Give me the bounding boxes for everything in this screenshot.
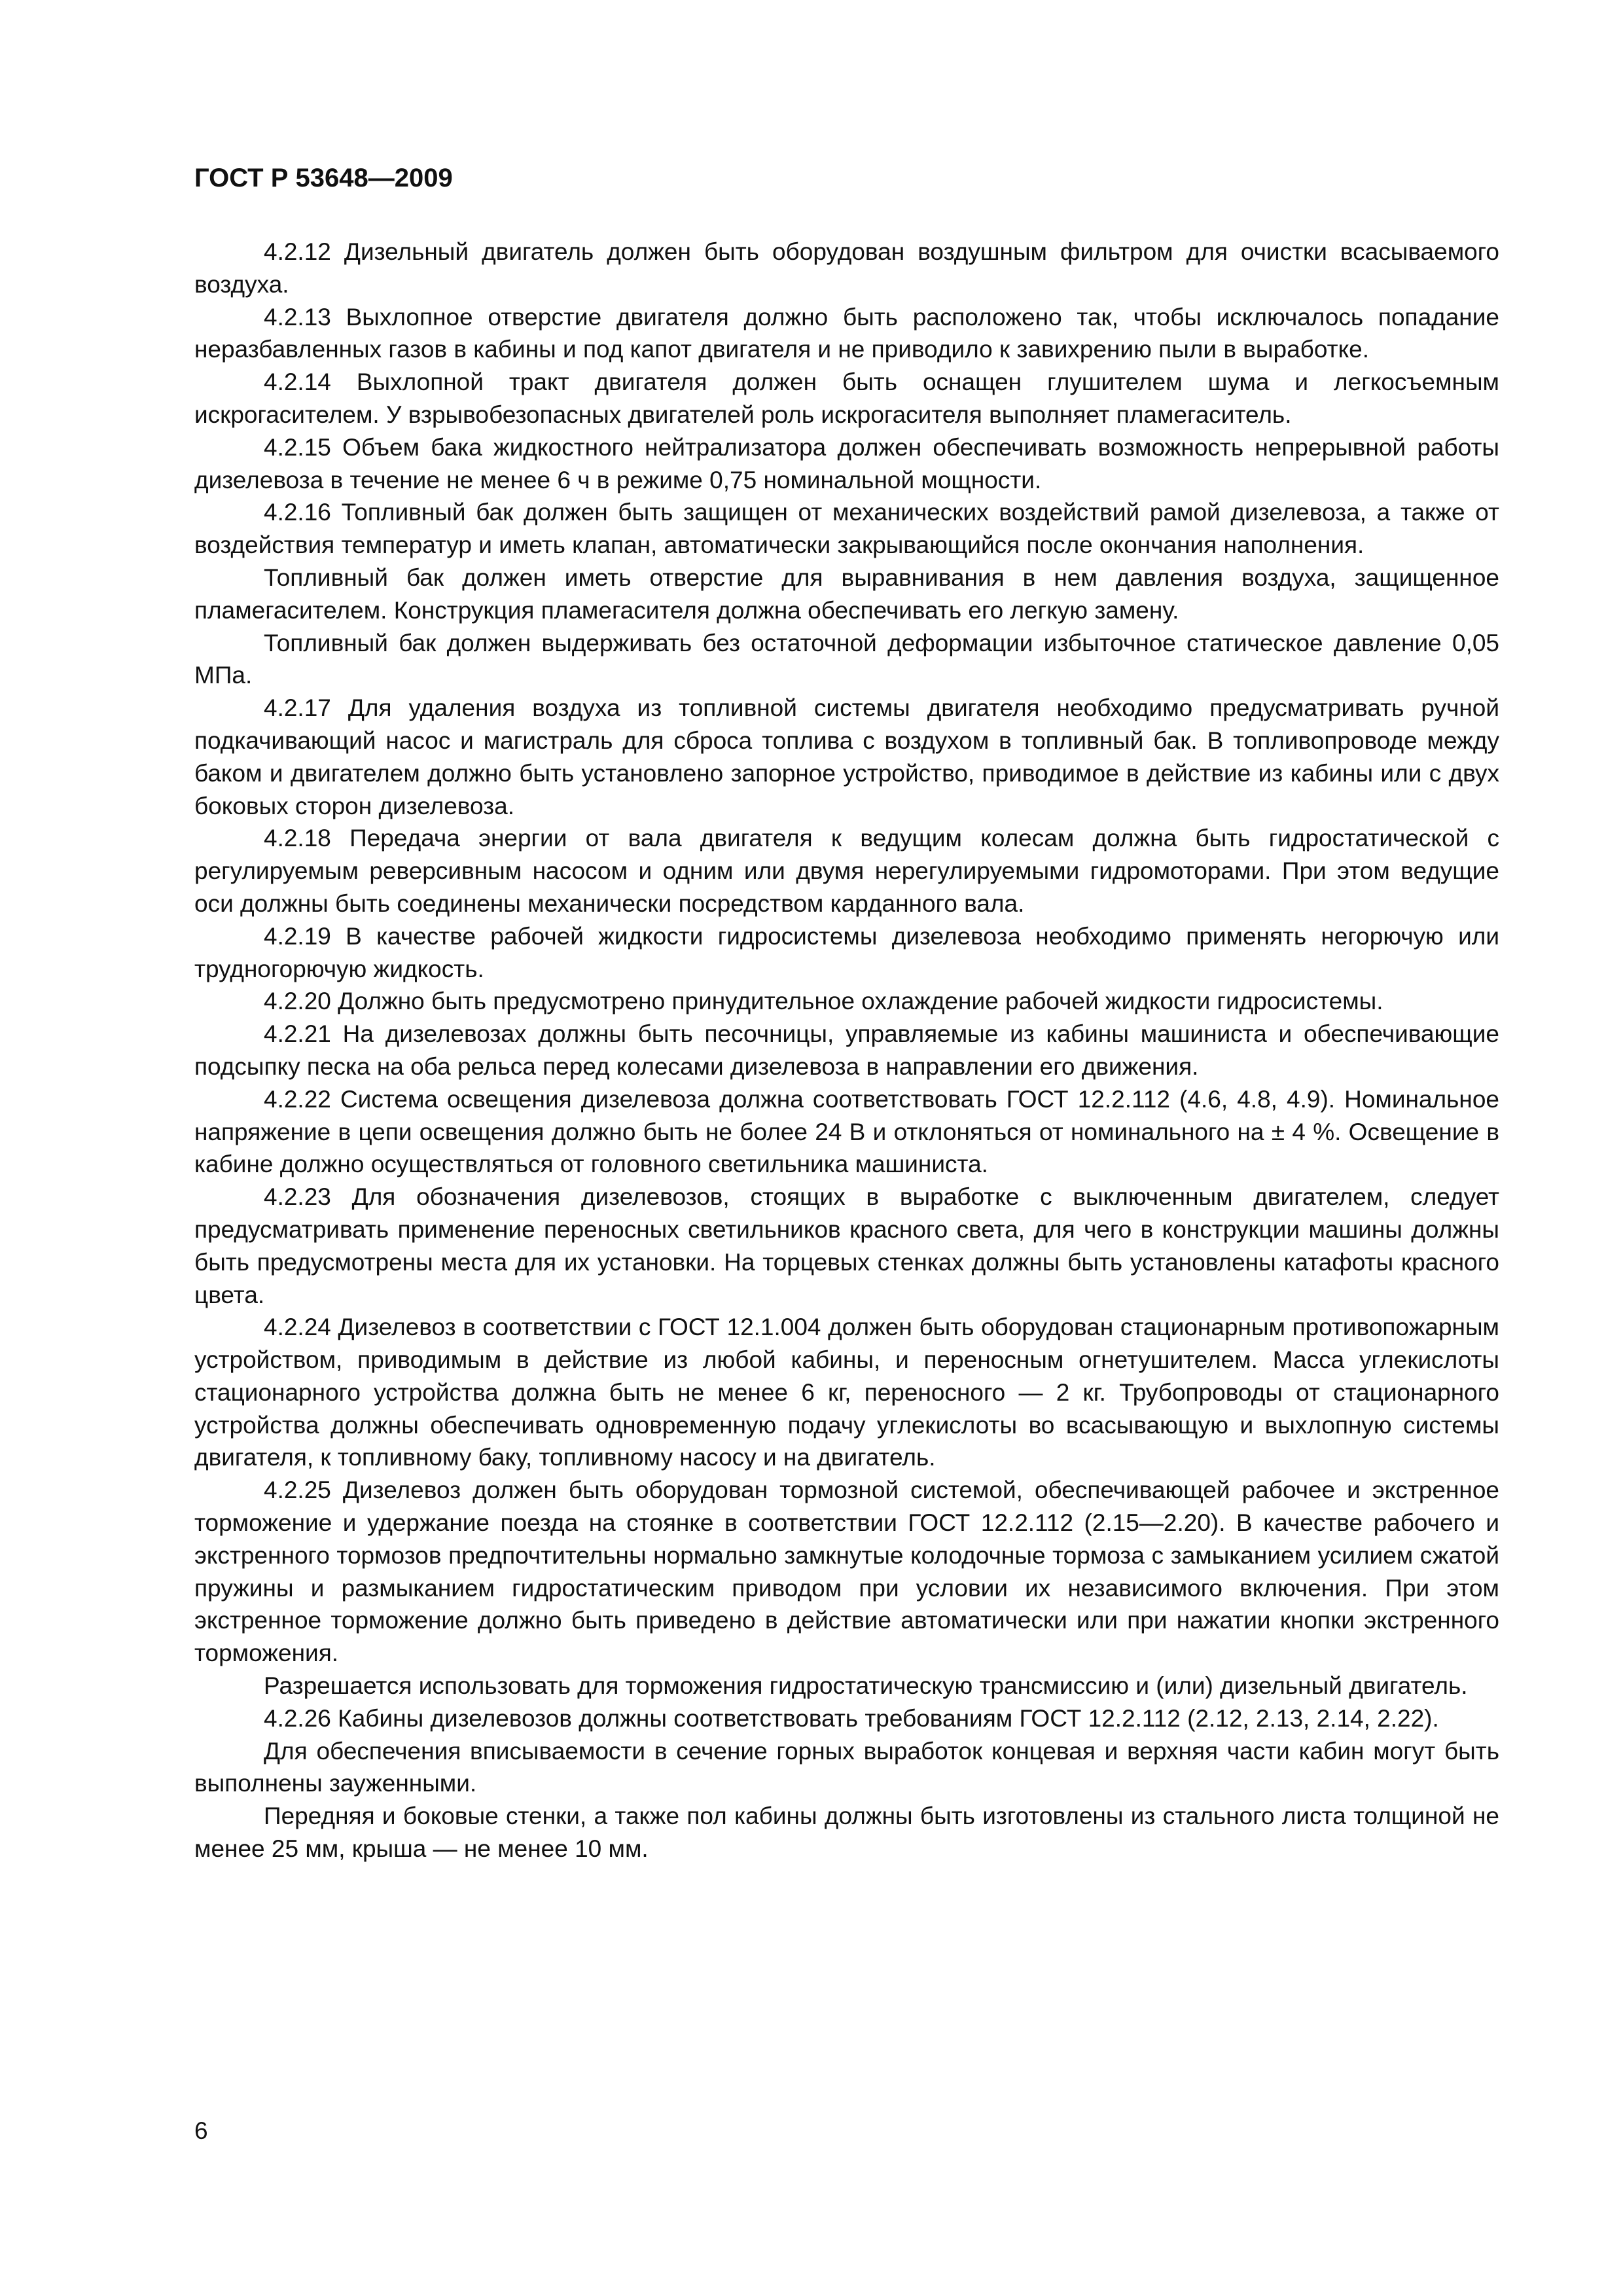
- paragraph-4-2-15: 4.2.15 Объем бака жидкостного нейтрализатора должен обеспечивать возможность непрерывной работы дизелевоза в течение не менее 6 ч в режиме 0,75 номинальной мощности.: [194, 433, 1499, 493]
- paragraph-4-2-16-pressure: Топливный бак должен выдерживать без остаточной деформации избыточное статическое давление 0,05 МПа.: [194, 629, 1499, 689]
- paragraph-4-2-19: 4.2.19 В качестве рабочей жидкости гидросистемы дизелевоза необходимо применять негорючую или трудногорючую жидкость.: [194, 922, 1499, 982]
- paragraph-4-2-14: 4.2.14 Выхлопной тракт двигателя должен быть оснащен глушителем шума и легкосъемным искрогасителем. У взрывобезопасных двигателей роль искрогасителя выполняет пламегаситель.: [194, 368, 1499, 428]
- paragraph-4-2-12: 4.2.12 Дизельный двигатель должен быть оборудован воздушным фильтром для очистки всасываемого воздуха.: [194, 238, 1499, 298]
- paragraph-4-2-26: 4.2.26 Кабины дизелевозов должны соответствовать требованиям ГОСТ 12.2.112 (2.12, 2.13, 2.14, 2.22).: [264, 1704, 1439, 1732]
- paragraph-4-2-25-transmission: Разрешается использовать для торможения гидростатическую трансмиссию и (или) дизельный двигатель.: [264, 1672, 1468, 1700]
- paragraph-4-2-26-walls: Передняя и боковые стенки, а также пол кабины должны быть изготовлены из стального листа толщиной не менее 25 мм, крыша — не менее 10 мм.: [194, 1803, 1499, 1863]
- paragraph-4-2-22: 4.2.22 Система освещения дизелевоза должна соответствовать ГОСТ 12.2.112 (4.6, 4.8, 4.9). Номинальное напряжение в цепи освещения должно быть не более 24 В и отклоняться от номинального на ± 4 %. Освещение в кабине должно осуществляться от головного светильника машиниста.: [194, 1085, 1499, 1178]
- paragraph-4-2-23: 4.2.23 Для обозначения дизелевозов, стоящих в выработке с выключенным двигателем, следует предусматривать применение переносных светильников красного света, для чего в конструкции машины должны быть предусмотрены места для их установки. На торцевых стенках должны быть установлены катафоты красного цвета.: [194, 1183, 1499, 1308]
- paragraph-4-2-17: 4.2.17 Для удаления воздуха из топливной системы двигателя необходимо предусматривать ручной подкачивающий насос и магистраль для сброса топлива с воздухом в топливный бак. В топливопроводе между баком и двигателем должно быть установлено запорное устройство, приводимое в действие из кабины или с двух боковых сторон дизелевоза.: [194, 694, 1499, 819]
- paragraph-4-2-24: 4.2.24 Дизелевоз в соответствии с ГОСТ 12.1.004 должен быть оборудован стационарным противопожарным устройством, приводимым в действие из любой кабины, и переносным огнетушителем. Масса углекислоты стационарного устройства должна быть не менее 6 кг, переносного — 2 кг. Трубопроводы от стационарного устройства должны обеспечивать одновременную подачу углекислоты во всасывающую и выхлопную системы двигателя, к топливному баку, топливному насосу и на двигатель.: [194, 1314, 1499, 1471]
- paragraph-4-2-13: 4.2.13 Выхлопное отверстие двигателя должно быть расположено так, чтобы исключалось попадание неразбавленных газов в кабины и под капот двигателя и не приводило к завихрению пыли в выработке.: [194, 303, 1499, 363]
- document-header: ГОСТ Р 53648—2009: [194, 164, 453, 192]
- document-body: [194, 236, 1499, 1865]
- page-number: 6: [194, 2117, 208, 2144]
- paragraph-4-2-25: 4.2.25 Дизелевоз должен быть оборудован тормозной системой, обеспечивающей рабочее и экстренное торможение и удержание поезда на стоянке в соответствии ГОСТ 12.2.112 (2.15—2.20). В качестве рабочего и экстренного тормозов предпочтительны нормально замкнутые колодочные тормоза с замыканием усилием сжатой пружины и размыканием гидростатическим приводом при условии их независимого включения. При этом экстренное торможение должно быть приведено в действие автоматически или при нажатии кнопки экстренного торможения.: [194, 1477, 1499, 1667]
- paragraph-4-2-20: 4.2.20 Должно быть предусмотрено принудительное охлаждение рабочей жидкости гидросистемы.: [264, 988, 1383, 1015]
- paragraph-4-2-16-vent: Топливный бак должен иметь отверстие для выравнивания в нем давления воздуха, защищенное пламегасителем. Конструкция пламегасителя должна обеспечивать его легкую замену.: [194, 564, 1499, 624]
- paragraph-4-2-18: 4.2.18 Передача энергии от вала двигателя к ведущим колесам должна быть гидростатической с регулируемым реверсивным насосом и одним или двумя нерегулируемыми гидромоторами. При этом ведущие оси должны быть соединены механически посредством карданного вала.: [194, 825, 1499, 917]
- paragraph-4-2-21: 4.2.21 На дизелевозах должны быть песочницы, управляемые из кабины машиниста и обеспечивающие подсыпку песка на оба рельса перед колесами дизелевоза в направлении его движения.: [194, 1020, 1499, 1080]
- paragraph-4-2-26-narrowing: Для обеспечения вписываемости в сечение горных выработок концевая и верхняя части кабин могут быть выполнены зауженными.: [194, 1737, 1499, 1797]
- paragraph-4-2-16: 4.2.16 Топливный бак должен быть защищен от механических воздействий рамой дизелевоза, а также от воздействия температур и иметь клапан, автоматически закрывающийся после окончания наполнения.: [194, 499, 1499, 559]
